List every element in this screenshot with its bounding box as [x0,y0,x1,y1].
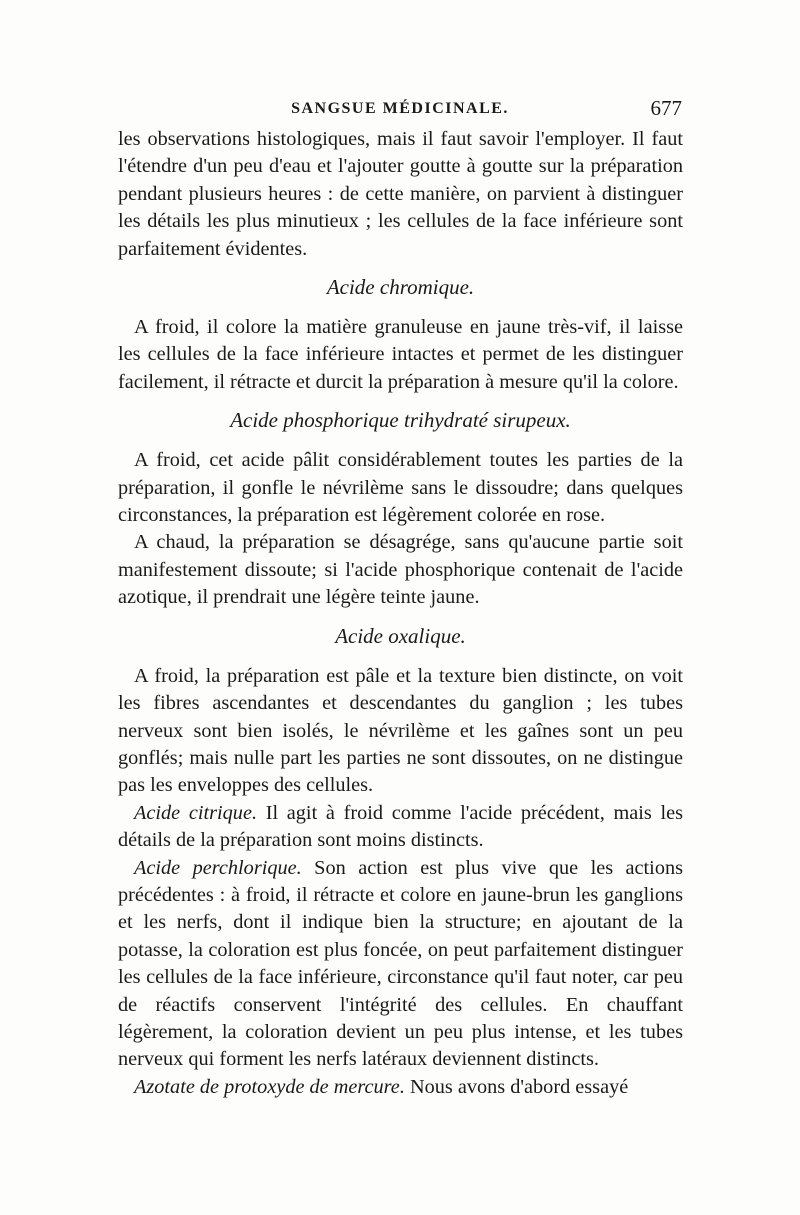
term-acide-citrique: Acide citrique. [134,801,258,824]
text-acide-perchlorique: Son action est plus vive que les actions précédentes : à froid, il rétracte et colore en jaune-brun les ganglions et les nerfs, dont il indique bien la structure; en ajoutant de la potasse, la coloration est plus foncée, on peut parfaitement distinguer les cellules de la face inférieure, circonstance qu'il faut noter, car peu de réactifs conservent l'intégrité des cellules. En chauffant légèrement, la coloration devient un peu plus intense, et les tubes nerveux qui forment les nerfs latéraux deviennent distincts. [118,856,683,1071]
paragraph-acide-perchlorique [118,855,683,1074]
paragraph-acide-oxalique: A froid, la préparation est pâle et la texture bien distincte, on voit les fibres ascendantes et descendantes du ganglion ; les tubes nerveux sont bien isolés, le névrilème et les gaînes sont un peu gonflés; mais nulle part les parties ne sont dissoutes, on ne distingue pas les enveloppes des cellules. [118,664,683,797]
term-acide-perchlorique: Acide perchlorique. [134,856,302,879]
page-body [118,126,683,1101]
paragraph-acide-chromique: A froid, il colore la matière granuleuse en jaune très-vif, il laisse les cellules de la face inférieure intactes et permet de les distinguer facilement, il rétracte et durcit la préparation à mesure qu'il la colore. [118,316,683,393]
text-azotate-mercure: Nous avons d'abord essayé [404,1075,629,1098]
paragraph-phosphorique-froid: A froid, cet acide pâlit considérablement toutes les parties de la préparation, il gonfle le névrilème sans le dissoudre; dans quelques circonstances, la préparation est légèrement colorée en rose. [118,449,683,527]
page-header [118,96,682,122]
paragraph-azotate-mercure [118,1074,683,1101]
running-title: SANGSUE MÉDICINALE. [291,100,509,117]
text-acide-citrique: Il agit à froid comme l'acide précédent, mais les détails de la préparation sont moins distincts. [118,801,683,852]
term-azotate-mercure: Azotate de protoxyde de mercure. [134,1075,405,1098]
paragraph-continuation: les observations histologiques, mais il faut savoir l'employer. Il faut l'étendre d'un peu d'eau et l'ajouter goutte à goutte sur la préparation pendant plusieurs heures : de cette manière, on parvient à distinguer les détails les plus minutieux ; les cellules de la face inférieure sont parfaitement évidentes. [118,128,683,260]
paragraph-acide-citrique [118,800,683,855]
paragraph-phosphorique-chaud: A chaud, la préparation se désagrége, sans qu'aucune partie soit manifestement dissoute; si l'acide phosphorique contenait de l'acide azotique, il prendrait une légère teinte jaune. [118,531,683,609]
section-title-acide-oxalique: Acide oxalique. [335,623,466,648]
section-title-acide-chromique: Acide chromique. [326,275,475,300]
page-number: 677 [650,96,682,120]
section-title-acide-phosphorique: Acide phosphorique trihydraté sirupeux. [230,408,571,433]
